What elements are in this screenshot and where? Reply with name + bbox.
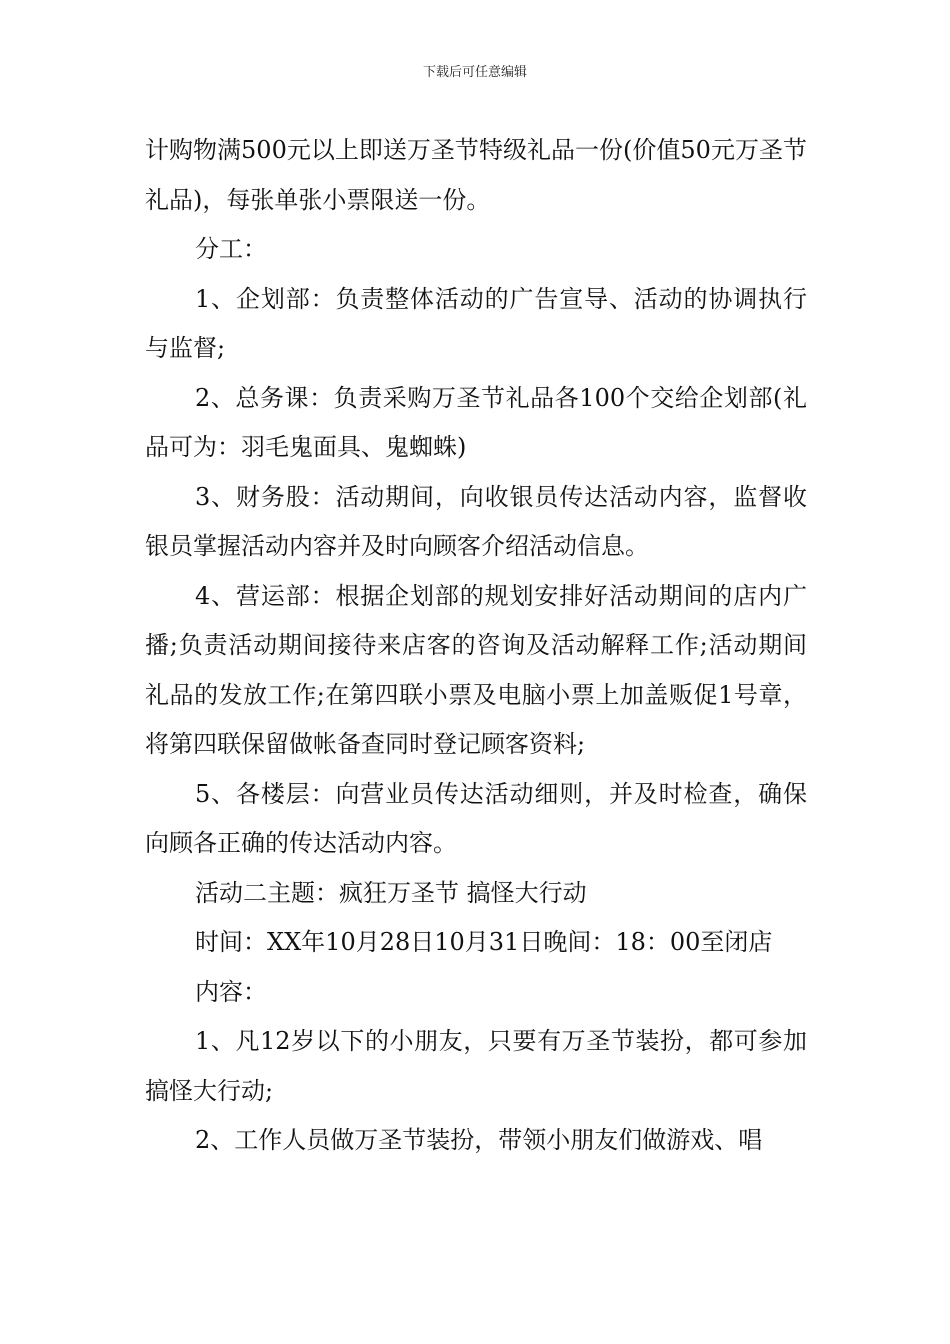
paragraph-planning-dept: 1、企划部：负责整体活动的广告宣导、活动的协调执行与监督; — [145, 284, 807, 362]
paragraph-content-item-1: 1、凡12岁以下的小朋友，只要有万圣节装扮，都可参加搞怪大行动; — [145, 1027, 807, 1105]
paragraph-event-time: 时间：XX年10月28日10月31日晚间：18：00至闭店 — [195, 928, 773, 956]
paragraph-division-heading: 分工： — [195, 235, 267, 263]
page-header-note: 下载后可任意编辑 — [422, 65, 527, 80]
paragraph-finance: 3、财务股：活动期间，向收银员传达活动内容，监督收银员掌握活动内容并及时向顾客介绍活动信息。 — [145, 482, 807, 560]
document-body — [145, 126, 807, 1166]
paragraph-event-two-theme: 活动二主题：疯狂万圣节 搞怪大行动 — [195, 878, 587, 907]
paragraph-content-heading: 内容： — [195, 977, 267, 1006]
paragraph-floors: 5、各楼层：向营业员传达活动细则，并及时检查，确保向顾各正确的传达活动内容。 — [145, 779, 807, 857]
paragraph-operations: 4、营运部：根据企划部的规划安排好活动期间的店内广播;负责活动期间接待来店客的咨询及活动解释工作;活动期间礼品的发放工作;在第四联小票及电脑小票上加盖贩促1号章，将第四联保留做帐备查同时登记顾客资料; — [145, 581, 807, 758]
paragraph-content-item-2: 2、工作人员做万圣节装扮，带领小朋友们做游戏、唱 — [195, 1126, 763, 1154]
paragraph-general-affairs: 2、总务课：负责采购万圣节礼品各100个交给企划部(礼品可为：羽毛鬼面具、鬼蜘蛛) — [145, 383, 807, 461]
paragraph-gift-offer: 计购物满500元以上即送万圣节特级礼品一份(价值50元万圣节礼品)，每张单张小票限送一份。 — [145, 136, 807, 214]
